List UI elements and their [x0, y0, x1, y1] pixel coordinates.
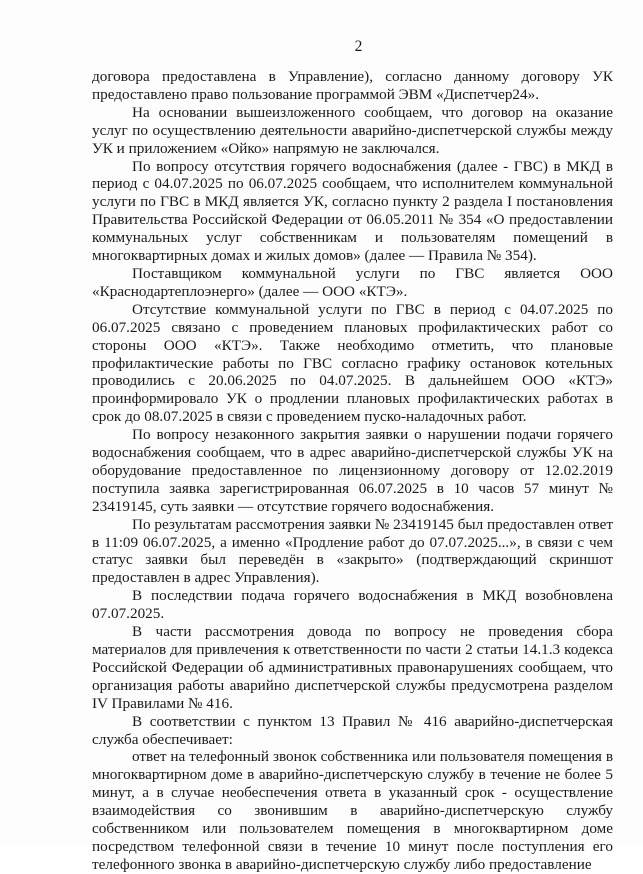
paragraph: Отсутствие коммунальной услуги по ГВС в период с 04.07.2025 по 06.07.2025 связано с проведением плановых профилактических работ со стороны ООО «КТЭ». Также необходимо отметить, что плановые профилактические работы по ГВС согласно графику остановок котельных проводились с 20.06.2025 по 04.07.2025. В дальнейшем ООО «КТЭ» проинформировало УК о продлении плановых профилактических работах в срок до 08.07.2025 в связи с проведением пуско-наладочных работ. — [92, 300, 613, 426]
paragraph: По результатам рассмотрения заявки № 23419145 был предоставлен ответ в 11:09 06.07.2025, а именно «Продление работ до 07.07.2025...», в связи с чем статус заявки был переведён в «закрыто» (подтверждающий скриншот предоставлен в адрес Управления). — [92, 515, 613, 587]
paragraph: По вопросу отсутствия горячего водоснабжения (далее - ГВС) в МКД в период с 04.07.2025 по 06.07.2025 сообщаем, что исполнителем коммунальной услуги по ГВС в МКД является УК, согласно пункту 2 раздела I постановления Правительства Российской Федерации от 06.05.2011 № 354 «О предоставлении коммунальных услуг собственникам и пользователям помещений в многоквартирных домах и жилых домов» (далее — Правила № 354). — [92, 157, 613, 265]
paragraph: По вопросу незаконного закрытия заявки о нарушении подачи горячего водоснабжения сообщаем, что в адрес аварийно-диспетчерской службы УК на оборудование предоставленное по лицензионному договору от 12.02.2019 поступила заявка зарегистрированная 06.07.2025 в 10 часов 57 минут № 23419145, суть заявки — отсутствие горячего водоснабжения. — [92, 426, 613, 515]
paragraph: ответ на телефонный звонок собственника или пользователя помещения в многоквартирном доме в аварийно-диспетчерскую службу в течение не более 5 минут, а в случае необеспечения ответа в указанный срок - осуществление взаимодействия со звонившим в аварийно-диспетчерскую службу собственником или пользователем помещения в многоквартирном доме посредством телефонной связи в течение 10 минут после поступления его телефонного звонка в аварийно-диспетчерскую службу либо предоставление — [92, 748, 613, 873]
paragraph: На основании вышеизложенного сообщаем, что договор на оказание услуг по осуществлению деятельности аварийно-диспетчерской службы между УК и приложением «Ойко» напрямую не заключался. — [92, 103, 613, 157]
paragraph: договора предоставлена в Управление), согласно данному договору УК предоставлено право пользование программой ЭВМ «Диспетчер24». — [92, 68, 613, 103]
paragraph: В части рассмотрения довода по вопросу не проведения сбора материалов для привлечения к ответственности по части 2 статьи 14.1.3 кодекса Российской Федерации об административных правонарушениях сообщаем, что организация работы аварийно диспетчерской службы предусмотрена разделом IV Правилами № 416. — [92, 623, 613, 712]
page-number: 2 — [354, 38, 363, 55]
paragraph: Поставщиком коммунальной услуги по ГВС является ООО «Краснодартеплоэнерго» (далее — ООО «КТЭ». — [92, 264, 613, 300]
paragraph: В последствии подача горячего водоснабжения в МКД возобновлена 07.07.2025. — [92, 587, 613, 623]
document-body — [92, 68, 613, 874]
paragraph: В соответствии с пунктом 13 Правил № 416 аварийно-диспетчерская служба обеспечивает: — [92, 712, 613, 748]
